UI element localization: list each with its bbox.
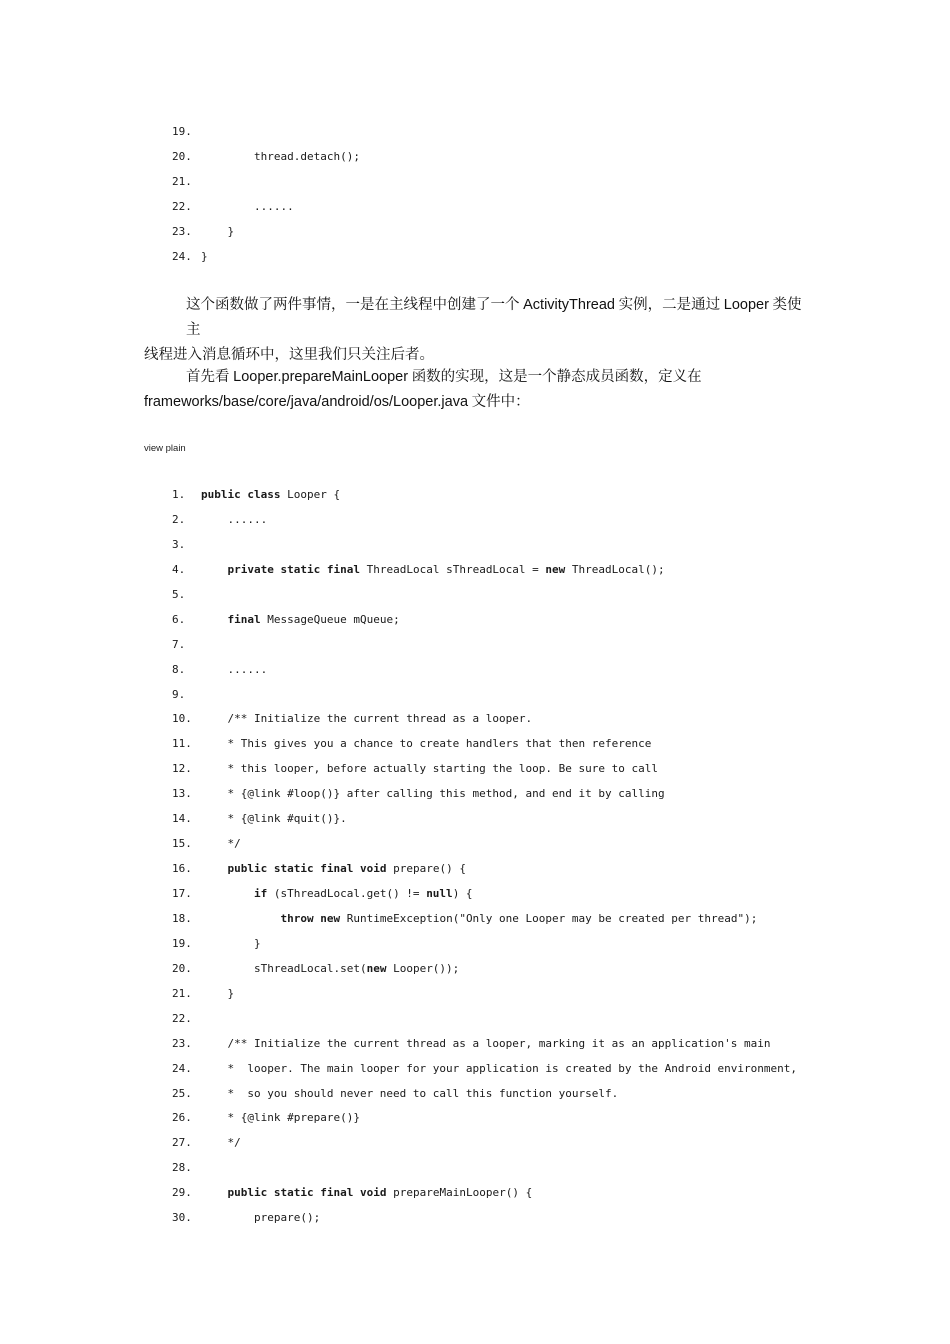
paragraph-text: 类使主 — [186, 297, 802, 338]
code-line — [0, 583, 950, 608]
file-path: frameworks/base/core/java/android/os/Looper.java — [144, 394, 469, 410]
code-line — [0, 1106, 950, 1131]
paragraph-text: 函数的实现，这是一个静态成员函数，定义在 — [408, 369, 702, 385]
line-number: 17. — [172, 887, 192, 900]
code-text: final MessageQueue mQueue; — [227, 612, 400, 626]
code-line — [0, 658, 950, 683]
line-number: 27. — [172, 1136, 192, 1150]
paragraph-line — [144, 293, 814, 343]
line-number: 29. — [172, 1186, 192, 1200]
code-text: } — [201, 986, 235, 1000]
code-line — [0, 145, 950, 170]
code-line — [0, 807, 950, 832]
code-text: public class Looper { — [201, 488, 341, 501]
code-line — [0, 195, 950, 220]
code-text: if (sThreadLocal.get() != null) { — [253, 887, 473, 900]
line-number: 26. — [172, 1111, 192, 1125]
code-line — [0, 1181, 950, 1206]
class-name-looper: Looper — [723, 297, 769, 313]
code-text: * looper. The main looper for your application is created by the Android environment, — [201, 1061, 798, 1075]
line-number: 24. — [172, 249, 192, 263]
code-text: public static final void prepare() { — [227, 862, 466, 876]
code-text: /** Initialize the current thread as a looper, marking it as an application's main — [201, 1036, 771, 1050]
code-line — [0, 533, 950, 558]
code-line — [0, 1156, 950, 1181]
line-number: 8. — [172, 662, 186, 676]
paragraph-text: 这个函数做了两件事情，一是在主线程中创建了一个 — [186, 297, 524, 313]
code-line — [0, 683, 950, 708]
code-line — [0, 1082, 950, 1107]
code-line — [0, 857, 950, 882]
line-number: 19. — [172, 936, 192, 950]
code-text: /** Initialize the current thread as a looper. — [201, 712, 533, 726]
code-text: private static final ThreadLocal sThreadLocal = new ThreadLocal(); — [227, 562, 665, 576]
line-number: 2. — [172, 512, 186, 526]
line-number: 7. — [172, 637, 186, 651]
code-text: sThreadLocal.set(new Looper()); — [201, 961, 460, 975]
line-number: 13. — [172, 787, 192, 801]
line-number: 20. — [172, 961, 192, 975]
code-line — [0, 608, 950, 633]
paragraph-line — [144, 365, 814, 390]
code-line — [0, 757, 950, 782]
code-text: thread.detach(); — [201, 149, 360, 163]
line-number: 16. — [172, 862, 192, 876]
view-plain-link[interactable]: view plain — [144, 443, 186, 454]
code-text: ...... — [201, 512, 268, 526]
line-number: 24. — [172, 1061, 192, 1075]
code-line — [0, 170, 950, 195]
paragraph-text: 首先看 — [186, 369, 234, 385]
code-text: } — [201, 936, 261, 950]
line-number: 5. — [172, 587, 186, 601]
line-number: 21. — [172, 986, 192, 1000]
code-text: */ — [201, 1136, 241, 1150]
line-number: 18. — [172, 911, 192, 925]
code-line — [0, 1007, 950, 1032]
code-line — [0, 907, 950, 932]
code-line — [0, 782, 950, 807]
code-listing-looper — [0, 483, 950, 1231]
code-line — [0, 832, 950, 857]
code-line — [0, 1131, 950, 1156]
line-number: 23. — [172, 1036, 192, 1050]
line-number: 1. — [172, 488, 186, 501]
code-line — [0, 957, 950, 982]
line-number: 6. — [172, 612, 186, 626]
code-text: * {@link #loop()} after calling this method, and end it by calling — [201, 787, 665, 801]
code-line — [0, 483, 950, 508]
code-text: * {@link #quit()}. — [201, 812, 347, 826]
code-line — [0, 732, 950, 757]
line-number: 23. — [172, 224, 192, 238]
code-line — [0, 1032, 950, 1057]
line-number: 21. — [172, 174, 192, 188]
line-number: 3. — [172, 537, 186, 551]
code-text: * this looper, before actually starting the loop. Be sure to call — [201, 762, 658, 776]
code-line — [0, 245, 950, 270]
code-text: * {@link #prepare()} — [201, 1111, 360, 1125]
line-number: 12. — [172, 762, 192, 776]
code-line — [0, 707, 950, 732]
code-text: public static final void prepareMainLooper() { — [227, 1186, 533, 1200]
paragraph-activitythread — [144, 293, 814, 368]
line-number: 19. — [172, 125, 192, 138]
code-text: ...... — [201, 199, 294, 213]
line-number: 4. — [172, 562, 186, 576]
code-text: */ — [201, 837, 241, 851]
code-line — [0, 932, 950, 957]
paragraph-text: 实例，二是通过 — [615, 297, 724, 313]
code-line — [0, 882, 950, 907]
code-line — [0, 558, 950, 583]
code-text: } — [201, 249, 208, 263]
code-line — [0, 508, 950, 533]
code-text: * This gives you a chance to create handlers that then reference — [201, 737, 652, 751]
line-number: 30. — [172, 1211, 192, 1225]
function-name: Looper.prepareMainLooper — [233, 369, 409, 385]
line-number: 15. — [172, 837, 192, 851]
paragraph-line — [144, 390, 814, 415]
line-number: 10. — [172, 712, 192, 726]
code-listing-top — [0, 120, 950, 270]
paragraph-line: 线程进入消息循环中，这里我们只关注后者。 — [144, 347, 434, 363]
line-number: 20. — [172, 149, 192, 163]
class-name-activitythread: ActivityThread — [523, 297, 615, 313]
code-line — [0, 1206, 950, 1231]
code-text: prepare(); — [201, 1211, 321, 1225]
code-text: } — [201, 224, 235, 238]
paragraph-preparemainlooper — [144, 365, 814, 415]
line-number: 22. — [172, 1011, 192, 1025]
code-text: throw new RuntimeException("Only one Looper may be created per thread"); — [280, 911, 758, 925]
code-line — [0, 1057, 950, 1082]
code-line — [0, 220, 950, 245]
code-text: ...... — [201, 662, 268, 676]
code-line — [0, 120, 950, 145]
code-line — [0, 982, 950, 1007]
line-number: 22. — [172, 199, 192, 213]
code-text: * so you should never need to call this function yourself. — [201, 1086, 619, 1100]
line-number: 25. — [172, 1086, 192, 1100]
line-number: 9. — [172, 687, 186, 701]
line-number: 14. — [172, 812, 192, 826]
code-line — [0, 633, 950, 658]
line-number: 28. — [172, 1161, 192, 1175]
line-number: 11. — [172, 737, 192, 751]
paragraph-text: 文件中： — [468, 394, 530, 410]
